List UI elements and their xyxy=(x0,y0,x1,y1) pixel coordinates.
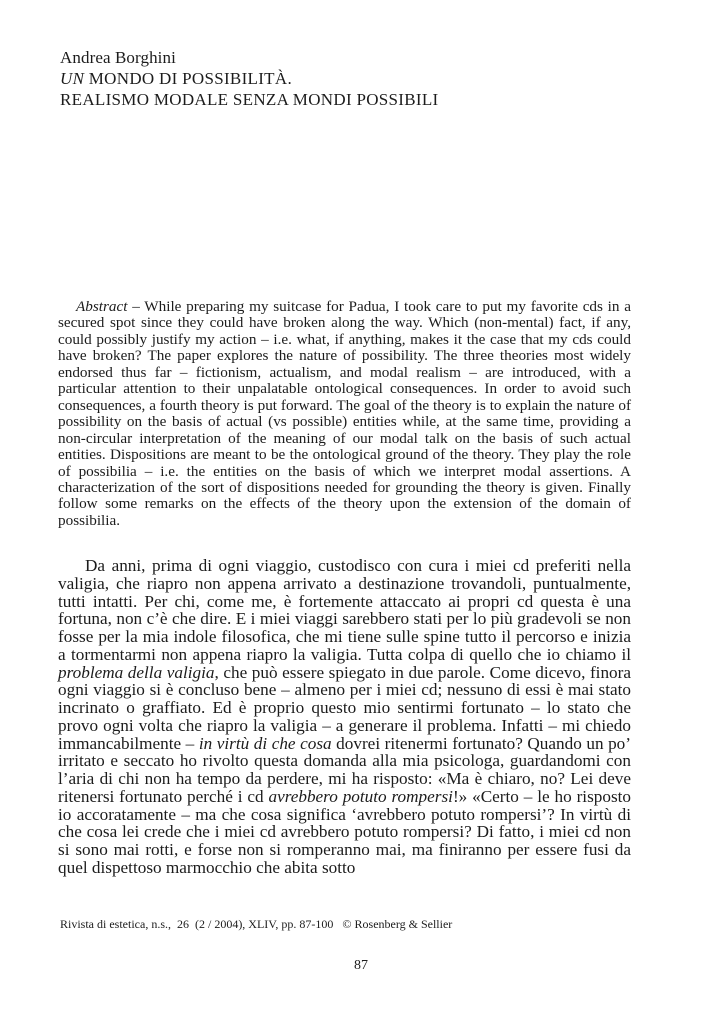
abstract-paragraph xyxy=(58,299,631,529)
abstract-label: Abstract xyxy=(76,298,128,315)
author-name: Andrea Borghini xyxy=(60,48,176,67)
body-text-part-1: Da anni, prima di ogni viaggio, custodisco con cura i miei cd preferiti nella valigia, che riapro non appena arrivato a destinazione trovandoli, puntualmente, tutti intatti. Per chi, come me, è fortemente attaccato ai propri cd questa è una fortuna, non c’è che dire. E i miei viaggi sarebbero stati per lo più gradevoli se non fosse per la mia indole filosofica, che mi tiene sulle spine tutto il percorso e inizia a tormentarmi non appena riapro la valigia. Tutta colpa di quello che io chiamo il xyxy=(58,556,631,664)
body-text-part-4: !» «Certo – le ho risposto io accoratamente – ma che cosa significa ‘avrebbero potuto rompersi’? In virtù di che cosa lei crede che i miei cd avrebbero potuto rompersi? Di fatto, i miei cd non si sono mai rotti, e forse non si romperanno mai, ma finiranno per essere fusi da quel dispettoso marmocchio che abita sotto xyxy=(58,786,632,877)
body-emphasis-1: problema della valigia xyxy=(58,662,215,682)
body-emphasis-3: avrebbero potuto rompersi xyxy=(268,786,453,806)
body-paragraph xyxy=(58,557,631,877)
title-italic-word: UN xyxy=(60,69,85,88)
body-emphasis-2: in virtù di che cosa xyxy=(198,733,332,753)
title-line-1-text: MONDO DI POSSIBILITÀ. xyxy=(84,69,292,88)
abstract-text: – While preparing my suitcase for Padua, I took care to put my favorite cds in a secured spot since they could have broken along the way. Which (non-mental) fact, if any, could possibly justify my action – i.e. what, if anything, makes it the case that my cds could have broken? The paper explores the nature of possibility. The three theories most widely endorsed thus far – fictionism, actualism, and modal realism – are introduced, with a particular attention to their unpalatable ontological consequences. In order to avoid such consequences, a fourth theory is put forward. The goal of the theory is to explain the nature of possibility on the basis of actual (vs possible) entities while, at the same time, providing a non-circular interpretation of the meaning of our modal talk on the basis of such actual entities. Dispositions are meant to be the ontological ground of the theory. They play the role of possibilia – i.e. the entities on the basis of which we interpret modal assertions. A characterization of the sort of dispositions needed for grounding the theory is given. Finally follow some remarks on the effects of the theory upon the extension of the domain of possibilia. xyxy=(58,298,631,529)
article-header xyxy=(60,47,660,110)
article-title-line-1 xyxy=(60,68,660,89)
body-text-part-3: dovrei ritenermi fortunato? Quando un po’ irritato e seccato ho rivolto questa domanda alla mia psicologa, guardandomi con l’aria di chi non ha tempo da perdere, mi ha risposto: «Ma è chiaro, no? Lei deve ritenersi fortunato perché i cd xyxy=(58,733,631,806)
page-number: 87 xyxy=(354,958,368,973)
body-text-part-2: , che può essere spiegato in due parole. Come dicevo, finora ogni viaggio si è concluso bene – almeno per i miei cd; nessuno di essi è mai stato incrinato o graffiato. Ed è proprio questo mio sentirmi fortunato – lo stato che provo ogni volta che riapro la valigia – a generare il problema. Infatti – mi chiedo immancabilmente – xyxy=(58,662,631,753)
journal-citation-footer: Rivista di estetica, n.s., 26 (2 / 2004), XLIV, pp. 87-100 © Rosenberg & Sellier xyxy=(60,917,453,931)
article-title-line-2: REALISMO MODALE SENZA MONDI POSSIBILI xyxy=(60,90,439,109)
